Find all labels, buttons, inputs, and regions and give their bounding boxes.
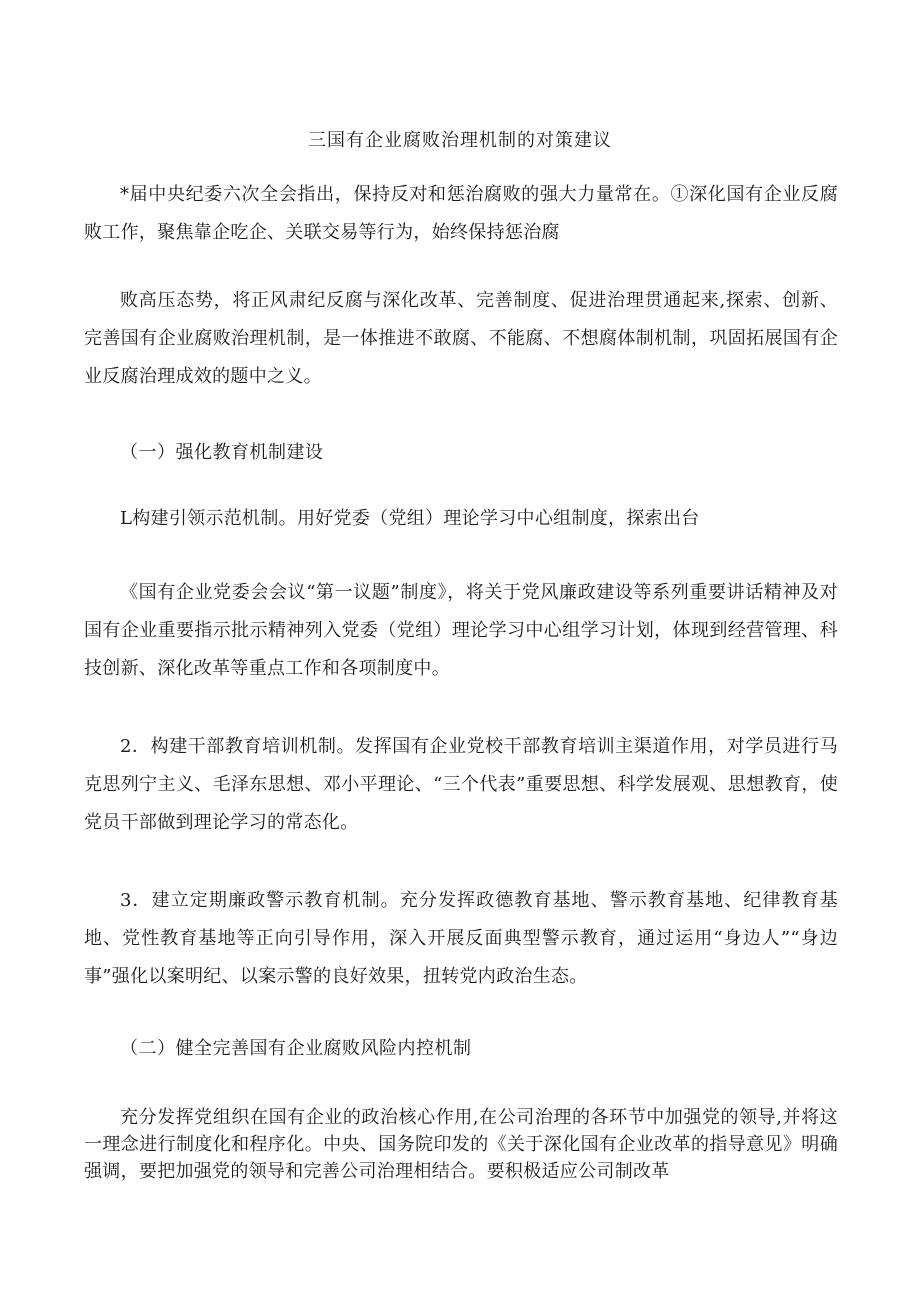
paragraph-anticorruption-pressure: 败高压态势，将正风肃纪反腐与深化改革、完善制度、促进治理贯通起来,探索、创新、完善国有企业腐败治理机制，是一体推进不敢腐、不能腐、不想腐体制机制，巩固拓展国有企业反腐治理成效的题中之义。 [84, 290, 838, 387]
paragraph-item-1: L构建引领示范机制。用好党委（党组）理论学习中心组制度，探索出台 [120, 508, 700, 529]
section-heading-education: （一）强化教育机制建设 [120, 442, 324, 463]
paragraph-party-leadership: 充分发挥党组织在国有企业的政治核心作用,在公司治理的各环节中加强党的领导,并将这一理念进行制度化和程序化。中央、国务院印发的《关于深化国有企业改革的指导意见》明确强调，要把加强党的领导和完善公司治理相结合。要积极适应公司制改革 [84, 1107, 838, 1182]
paragraph-item-2: 2．构建干部教育培训机制。发挥国有企业党校干部教育培训主渠道作用，对学员进行马克思列宁主义、毛泽东思想、邓小平理论、“三个代表”重要思想、科学发展观、思想教育，使党员干部做到理论学习的常态化。 [84, 736, 838, 833]
paragraph-item-3: 3．建立定期廉政警示教育机制。充分发挥政德教育基地、警示教育基地、纪律教育基地、党性教育基地等正向引导作用，深入开展反面典型警示教育，通过运用“身边人”“身边事”强化以案明纪、以案示警的良好效果，扭转党内政治生态。 [84, 890, 838, 987]
document-title: 三国有企业腐败治理机制的对策建议 [308, 130, 612, 151]
paragraph-first-topic-system: 《国有企业党委会会议“第一议题”制度》，将关于党风廉政建设等系列重要讲话精神及对国有企业重要指示批示精神列入党委（党组）理论学习中心组学习计划，体现到经营管理、科技创新、深化改革等重点工作和各项制度中。 [84, 582, 838, 679]
section-heading-risk-control: （二）健全完善国有企业腐败风险内控机制 [120, 1038, 472, 1059]
paragraph-intro: *届中央纪委六次全会指出，保持反对和惩治腐败的强大力量常在。①深化国有企业反腐败工作，聚焦靠企吃企、关联交易等行为，始终保持惩治腐 [84, 184, 838, 243]
